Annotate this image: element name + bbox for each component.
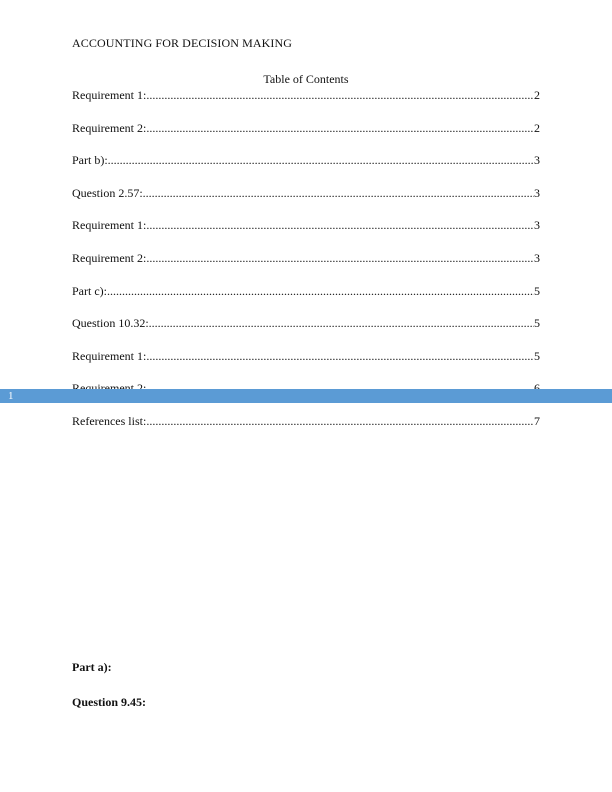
toc-entry-page: 7 [534, 413, 540, 428]
toc-entry-page: 3 [534, 250, 540, 265]
toc-entry-label: Question 2.57: [72, 185, 143, 200]
toc-dot-leader [146, 121, 534, 135]
toc-dot-leader [146, 349, 534, 363]
toc-entry-requirement-1[interactable] [72, 218, 540, 232]
toc-entry-question-10-32[interactable] [72, 316, 540, 330]
toc-dot-leader [146, 251, 534, 265]
toc-entry-label: Part b): [72, 153, 108, 168]
toc-dot-leader [143, 186, 534, 200]
toc-entry-page: 3 [534, 218, 540, 233]
toc-entry-part-c[interactable] [72, 284, 540, 298]
toc-dot-leader [107, 284, 534, 298]
toc-entry-requirement-1[interactable] [72, 88, 540, 102]
toc-entry-question-2-57[interactable] [72, 186, 540, 200]
toc-entry-page: 3 [534, 185, 540, 200]
question-heading: Question 9.45: [72, 695, 147, 709]
page-break-band [0, 389, 612, 403]
document-header-title: ACCOUNTING FOR DECISION MAKING [72, 36, 293, 50]
toc-dot-leader [149, 316, 534, 330]
toc-entry-label: References list: [72, 413, 147, 428]
toc-heading: Table of Contents [263, 72, 349, 86]
toc-entry-label: Requirement 1: [72, 218, 147, 233]
toc-dot-leader [146, 218, 534, 232]
toc-entry-label: Part c): [72, 283, 107, 298]
toc-entry-label: Requirement 1: [72, 348, 147, 363]
toc-dot-leader [108, 153, 534, 167]
toc-entry-requirement-2[interactable] [72, 251, 540, 265]
toc-entry-label: Requirement 1: [72, 88, 147, 102]
toc-entry-label: Question 10.32: [72, 316, 149, 331]
toc-dot-leader [146, 414, 534, 428]
toc-entry-page: 5 [534, 283, 540, 298]
toc-entry-references-list[interactable] [72, 414, 540, 428]
toc-entry-requirement-2[interactable] [72, 121, 540, 135]
toc-entry-page: 5 [534, 316, 540, 331]
toc-entry-label: Requirement 2: [72, 250, 147, 265]
toc-entry-page: 2 [534, 88, 540, 102]
page-number: 1 [8, 390, 14, 402]
toc-entry-page: 2 [534, 120, 540, 135]
toc-entry-page: 3 [534, 153, 540, 168]
part-a-heading: Part a): [72, 660, 112, 674]
toc-entry-label: Requirement 2: [72, 120, 147, 135]
toc-entry-part-b[interactable] [72, 153, 540, 167]
toc-entry-requirement-1[interactable] [72, 349, 540, 363]
toc-dot-leader [146, 88, 534, 102]
toc-entry-page: 5 [534, 348, 540, 363]
